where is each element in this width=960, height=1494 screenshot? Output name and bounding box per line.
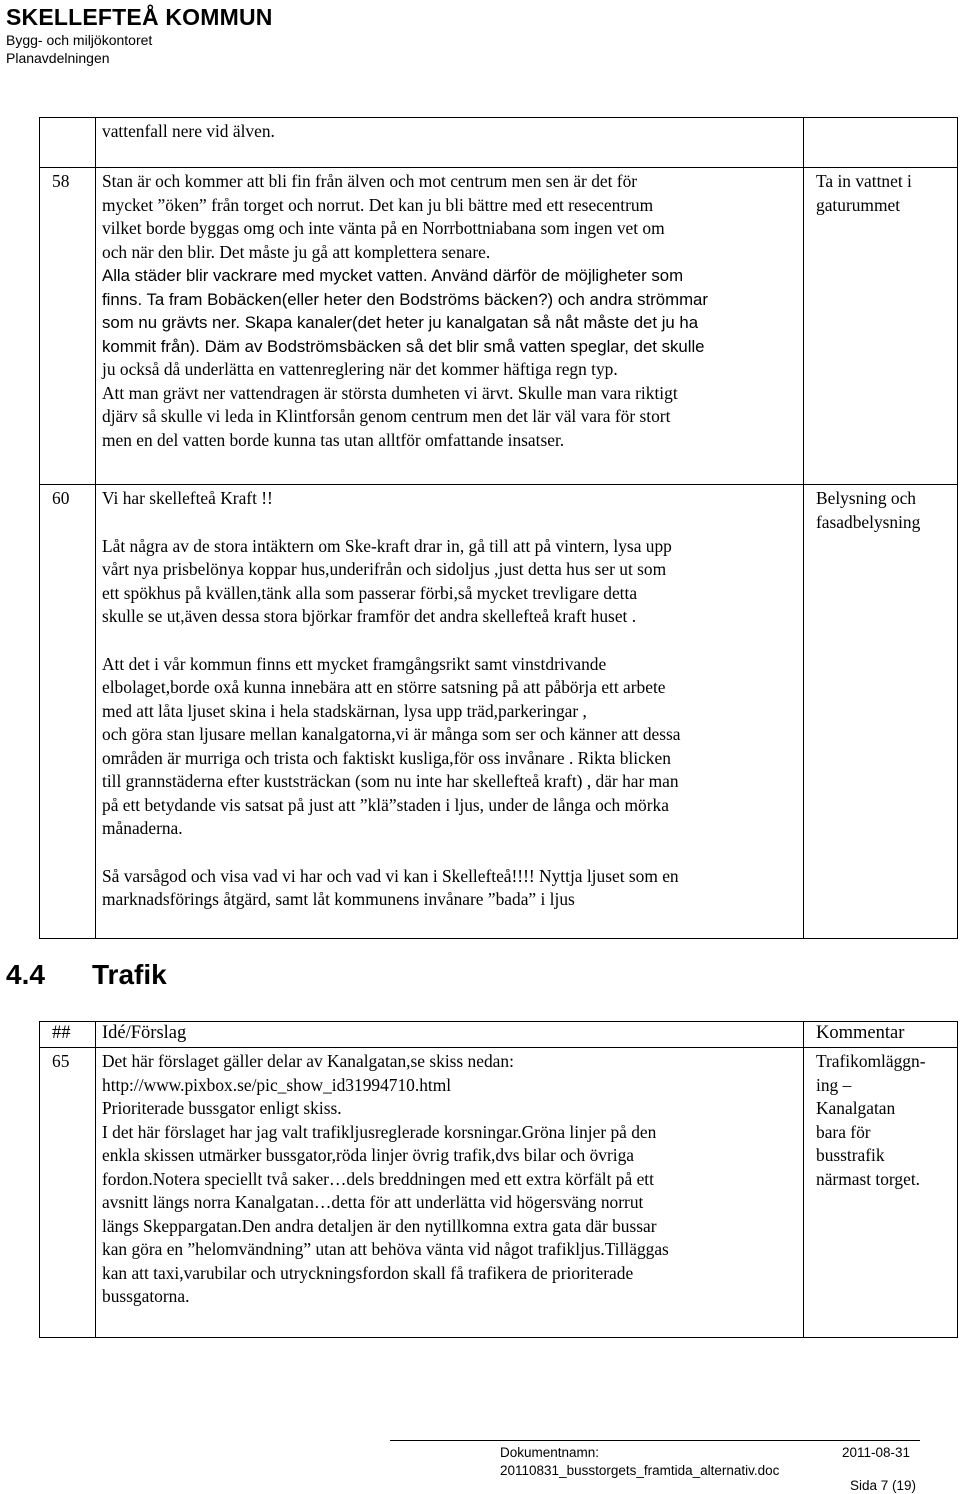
comment-line: Ta in vattnet i <box>816 171 912 191</box>
row65-link[interactable]: http://www.pixbox.se/pic_show_id31994710.html <box>102 1074 452 1095</box>
row65-line: I det här förslaget har jag valt trafikljusreglerade korsningar.Gröna linjer på den <box>102 1121 657 1142</box>
comment-line: närmast torget. <box>816 1168 920 1189</box>
row58-line: finns. Ta fram Bobäcken(eller heter den Bodströms bäcken?) och andra strömmar <box>102 289 708 309</box>
column-header-idea: Idé/Förslag <box>96 1022 804 1048</box>
row58-line: Alla städer blir vackrare med mycket vatten. Använd därför de möjligheter som <box>102 266 684 285</box>
department-name: Bygg- och miljökontoret <box>6 32 153 48</box>
footer-doc-name: 20110831_busstorgets_framtida_alternativ.doc <box>500 1463 780 1478</box>
proposals-table-traffic <box>39 1021 958 1338</box>
row65-line: kan att taxi,varubilar och utryckningsfordon skall få trafikera de prioriterade <box>102 1262 634 1283</box>
row65-line: bussgatorna. <box>102 1286 190 1306</box>
row58-line: ju också då underlätta en vattenreglering när det kommer häftiga regn typ. <box>102 359 618 379</box>
row60-line: med att låta ljuset skina i hela stadskärnan, lysa upp träd,parkeringar , <box>102 700 587 721</box>
unit-name: Planavdelningen <box>6 50 110 66</box>
footer-page-number: Sida 7 (19) <box>850 1478 917 1493</box>
row65-line: Prioriterade bussgator enligt skiss. <box>102 1098 342 1118</box>
comment-line: ing – <box>816 1074 852 1095</box>
row58-line: vilket borde byggas omg och inte vänta på en Norrbottniabana som ingen vet om <box>102 218 665 238</box>
column-header-nr: ## <box>40 1022 96 1048</box>
row60-line: områden är murriga och trista och faktiskt kusliga,för oss invånare . Rikta blicken <box>102 747 671 768</box>
row58-line: och när den blir. Det måste ju gå att komplettera senare. <box>102 241 491 262</box>
row-text <box>96 485 804 939</box>
row-number: 58 <box>40 168 96 485</box>
row-number: 65 <box>40 1048 96 1338</box>
row65-line: avsnitt längs norra Kanalgatan…detta för att underlätta vid högersväng norrut <box>102 1192 644 1212</box>
footer-doc-label: Dokumentnamn: <box>500 1445 600 1460</box>
row58-line: Att man grävt ner vattendragen är största dumheten vi ärvt. Skulle man vara riktigt <box>102 382 678 403</box>
row60-line: Låt några av de stora intäktern om Ske-kraft drar in, gå till att på vintern, lysa upp <box>102 535 672 556</box>
row60-title: Vi har skellefteå Kraft !! <box>102 488 273 508</box>
row65-line: fordon.Notera speciellt två saker…dels breddningen med ett extra körfält på ett <box>102 1168 654 1189</box>
row60-line: och göra stan ljusare mellan kanalgatorna,vi är många som ser och känner att dessa <box>102 724 681 744</box>
proposals-table-environment <box>39 117 958 939</box>
row60-line: elbolaget,borde oxå kunna innebära att en större satsning på att påbörja ett arbete <box>102 677 666 697</box>
row60-line: marknadsförings åtgärd, samt låt kommunens invånare ”bada” i ljus <box>102 889 575 909</box>
comment-line: gaturummet <box>816 194 901 215</box>
footer-divider <box>390 1440 920 1441</box>
row-comment <box>804 168 958 485</box>
row-text: vattenfall nere vid älven. <box>102 121 275 141</box>
table-row <box>40 168 958 485</box>
row60-line: Att det i vår kommun finns ett mycket framgångsrikt samt vinstdrivande <box>102 653 607 674</box>
row58-line: som nu grävts ner. Skapa kanaler(det heter ju kanalgatan så nåt måste det ju ha <box>102 313 699 332</box>
comment-line: Kanalgatan <box>816 1098 896 1118</box>
row60-line: Så varsågod och visa vad vi har och vad vi kan i Skellefteå!!!! Nyttja ljuset som en <box>102 865 679 886</box>
row-comment <box>804 485 958 939</box>
row58-line: kommit från). Däm av Bodströmsbäcken så det blir små vatten speglar, det skulle <box>102 336 705 356</box>
row-text <box>96 1048 804 1338</box>
section-number: 4.4 <box>6 959 45 990</box>
row60-line: vårt nya prisbelönya koppar hus,underifrån och sidoljus ,just detta hus ser ut som <box>102 559 667 579</box>
comment-line: bara för <box>816 1121 871 1142</box>
table-header-row <box>40 1022 958 1048</box>
table-row <box>40 118 958 168</box>
row65-line: kan göra en ”helomvändning” utan att behöva vänta vid något trafikljus.Tilläggas <box>102 1239 669 1259</box>
row-comment <box>804 1048 958 1338</box>
row60-line: till grannstäderna efter kuststräckan (som nu inte har skellefteå kraft) , där har man <box>102 771 679 791</box>
org-name: SKELLEFTEÅ KOMMUN <box>6 4 273 30</box>
document-header <box>6 4 273 67</box>
row65-line: enkla skissen utmärker bussgator,röda linjer övrig trafik,dvs bilar och övriga <box>102 1145 634 1165</box>
column-header-comment: Kommentar <box>804 1022 958 1048</box>
comment-line: Belysning och <box>816 488 916 508</box>
row65-line: Det här förslaget gäller delar av Kanalgatan,se skiss nedan: <box>102 1051 514 1071</box>
table-row <box>40 1048 958 1338</box>
row60-line: skulle se ut,även dessa stora björkar framför det andra skellefteå kraft huset . <box>102 606 637 626</box>
row60-line: på ett betydande vis satsat på just att ”klä”staden i ljus, under de långa och mörka <box>102 794 669 815</box>
comment-line: fasadbelysning <box>816 511 921 532</box>
comment-line: Trafikomläggn- <box>816 1051 926 1071</box>
comment-line: busstrafik <box>816 1145 885 1165</box>
row65-line: längs Skeppargatan.Den andra detaljen är den nytillkomna extra gata där bussar <box>102 1215 657 1236</box>
row58-line: djärv så skulle vi leda in Klintforsån genom centrum men det lär väl vara för stort <box>102 406 671 426</box>
footer-date: 2011-08-31 <box>842 1445 911 1460</box>
row58-line: mycket ”öken” från torget och norrut. Det kan ju bli bättre med ett resecentrum <box>102 194 654 215</box>
section-title: Trafik <box>92 959 167 990</box>
section-heading <box>6 957 167 993</box>
row58-line: men en del vatten borde kunna tas utan alltför omfattande insatser. <box>102 429 565 450</box>
row-text <box>96 168 804 485</box>
table-row <box>40 485 958 939</box>
row-number: 60 <box>40 485 96 939</box>
row58-line: Stan är och kommer att bli fin från älven och mot centrum men sen är det för <box>102 171 638 191</box>
row60-line: ett spökhus på kvällen,tänk alla som passerar förbi,så mycket trevligare detta <box>102 582 638 603</box>
row60-line: månaderna. <box>102 818 183 838</box>
